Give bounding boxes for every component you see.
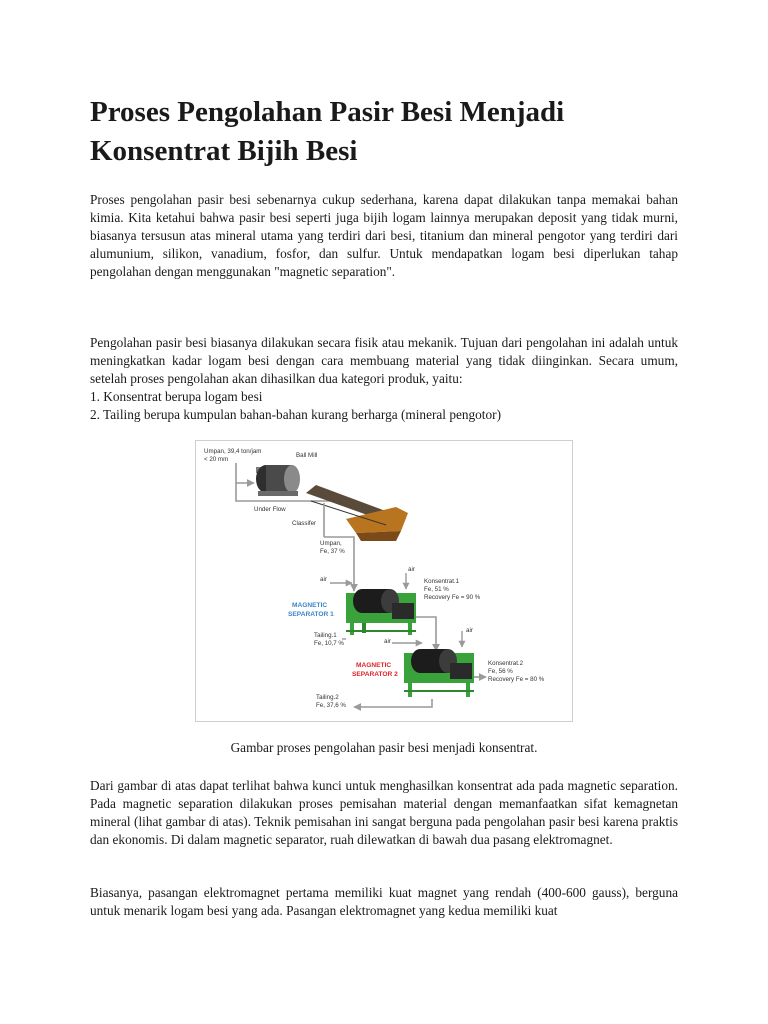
- under-flow-label: Under Flow: [254, 506, 286, 513]
- feed-label: Umpan, 39,4 ton/jam: [204, 448, 262, 455]
- page-title: Proses Pengolahan Pasir Besi Menjadi Konsentrat Bijih Besi: [90, 96, 565, 167]
- figure-caption: Gambar proses pengolahan pasir besi menjadi konsentrat.: [230, 740, 538, 755]
- ms2-label-2: SEPARATOR 2: [352, 671, 398, 678]
- classifier-icon: [306, 485, 408, 541]
- konsentrat1-fe-label: Fe, 51 %: [424, 586, 449, 593]
- air-label: air: [320, 576, 327, 583]
- ms1-label: MAGNETIC: [292, 602, 328, 609]
- list-item: 1. Konsentrat berupa logam besi: [90, 389, 263, 404]
- konsentrat2-fe-label: Fe, 56 %: [488, 668, 513, 675]
- konsentrat1-label: Konsentrat.1: [424, 578, 460, 585]
- konsentrat2-label: Konsentrat.2: [488, 660, 524, 667]
- tailing2-label: Tailing.2: [316, 694, 339, 701]
- feed-arrow: [236, 463, 254, 483]
- air-label: air: [384, 638, 391, 645]
- konsentrat2-recovery-label: Recovery Fe = 80 %: [488, 676, 545, 683]
- paragraph-intro: Proses pengolahan pasir besi sebenarnya cukup sederhana, karena dapat dilakukan tanpa memakai bahan kimia. Kita ketahui bahwa pasir besi seperti juga bijih logam lainnya merupakan deposit yang tidak murni, biasanya tersusun atas mineral utama yang terdiri dari besi, titanium dan mineral pengotor yang terdiri dari alumunium, silikon, vanadium, fosfor, dan sulfur. Untuk mendapatkan logam besi diperlukan tahap pengolahan dengan menggunakan "magnetic separation".: [90, 192, 678, 279]
- process-diagram-svg: [196, 441, 572, 721]
- konsentrat1-recovery-label: Recovery Fe = 90 %: [424, 594, 481, 601]
- paragraph-electromagnet: Biasanya, pasangan elektromagnet pertama memiliki kuat magnet yang rendah (400-600 gauss), berguna untuk menarik logam besi yang ada. Pasangan elektromagnet yang kedua memiliki kuat: [90, 885, 678, 918]
- paragraph-processing: Pengolahan pasir besi biasanya dilakukan secara fisik atau mekanik. Tujuan dari pengolahan ini adalah untuk meningkatkan kadar logam besi dengan cara membuang material yang tidak diinginkan. Secara umum, setelah proses pengolahan akan dihasilkan dua kategori produk, yaitu:: [90, 335, 678, 386]
- air-label: air: [466, 627, 473, 634]
- magnetic-separator-1-icon: [346, 589, 416, 635]
- tailing2-fe-label: Fe, 37,6 %: [316, 702, 346, 709]
- classifier-label: Classifer: [292, 520, 317, 527]
- tailing1-fe-label: Fe, 10,7 %: [314, 640, 344, 647]
- tailing1-label: Tailing.1: [314, 632, 337, 639]
- feed-size-label: < 20 mm: [204, 456, 229, 463]
- air-label: air: [408, 566, 415, 573]
- umpan-fe-label: Fe, 37 %: [320, 548, 345, 555]
- ms2-label: MAGNETIC: [356, 662, 392, 669]
- ball-mill-label: Ball Mill: [296, 452, 318, 459]
- ms1-label-2: SEPARATOR 1: [288, 611, 334, 618]
- paragraph-magnetic-separation: Dari gambar di atas dapat terlihat bahwa kunci untuk menghasilkan konsentrat ada pada magnetic separation. Pada magnetic separation dilakukan proses pemisahan material dengan memanfaatkan sifat kemagnetan mineral (lihat gambar di atas). Teknik pemisahan ini sangat berguna pada pengolahan pasir besi karena praktis dan ekonomis. Di dalam magnetic separator, ruah dilewatkan di bawah dua pasang elektromagnet.: [90, 778, 678, 847]
- product-list: [90, 388, 678, 424]
- ms1-to-ms2-arrow: [416, 617, 436, 651]
- ball-mill-icon: [256, 465, 300, 496]
- umpan-label: Umpan,: [320, 540, 342, 547]
- process-diagram: [195, 440, 573, 722]
- list-item: 2. Tailing berupa kumpulan bahan-bahan kurang berharga (mineral pengotor): [90, 407, 502, 422]
- magnetic-separator-2-icon: [404, 649, 474, 697]
- tailing2-arrow: [354, 699, 432, 707]
